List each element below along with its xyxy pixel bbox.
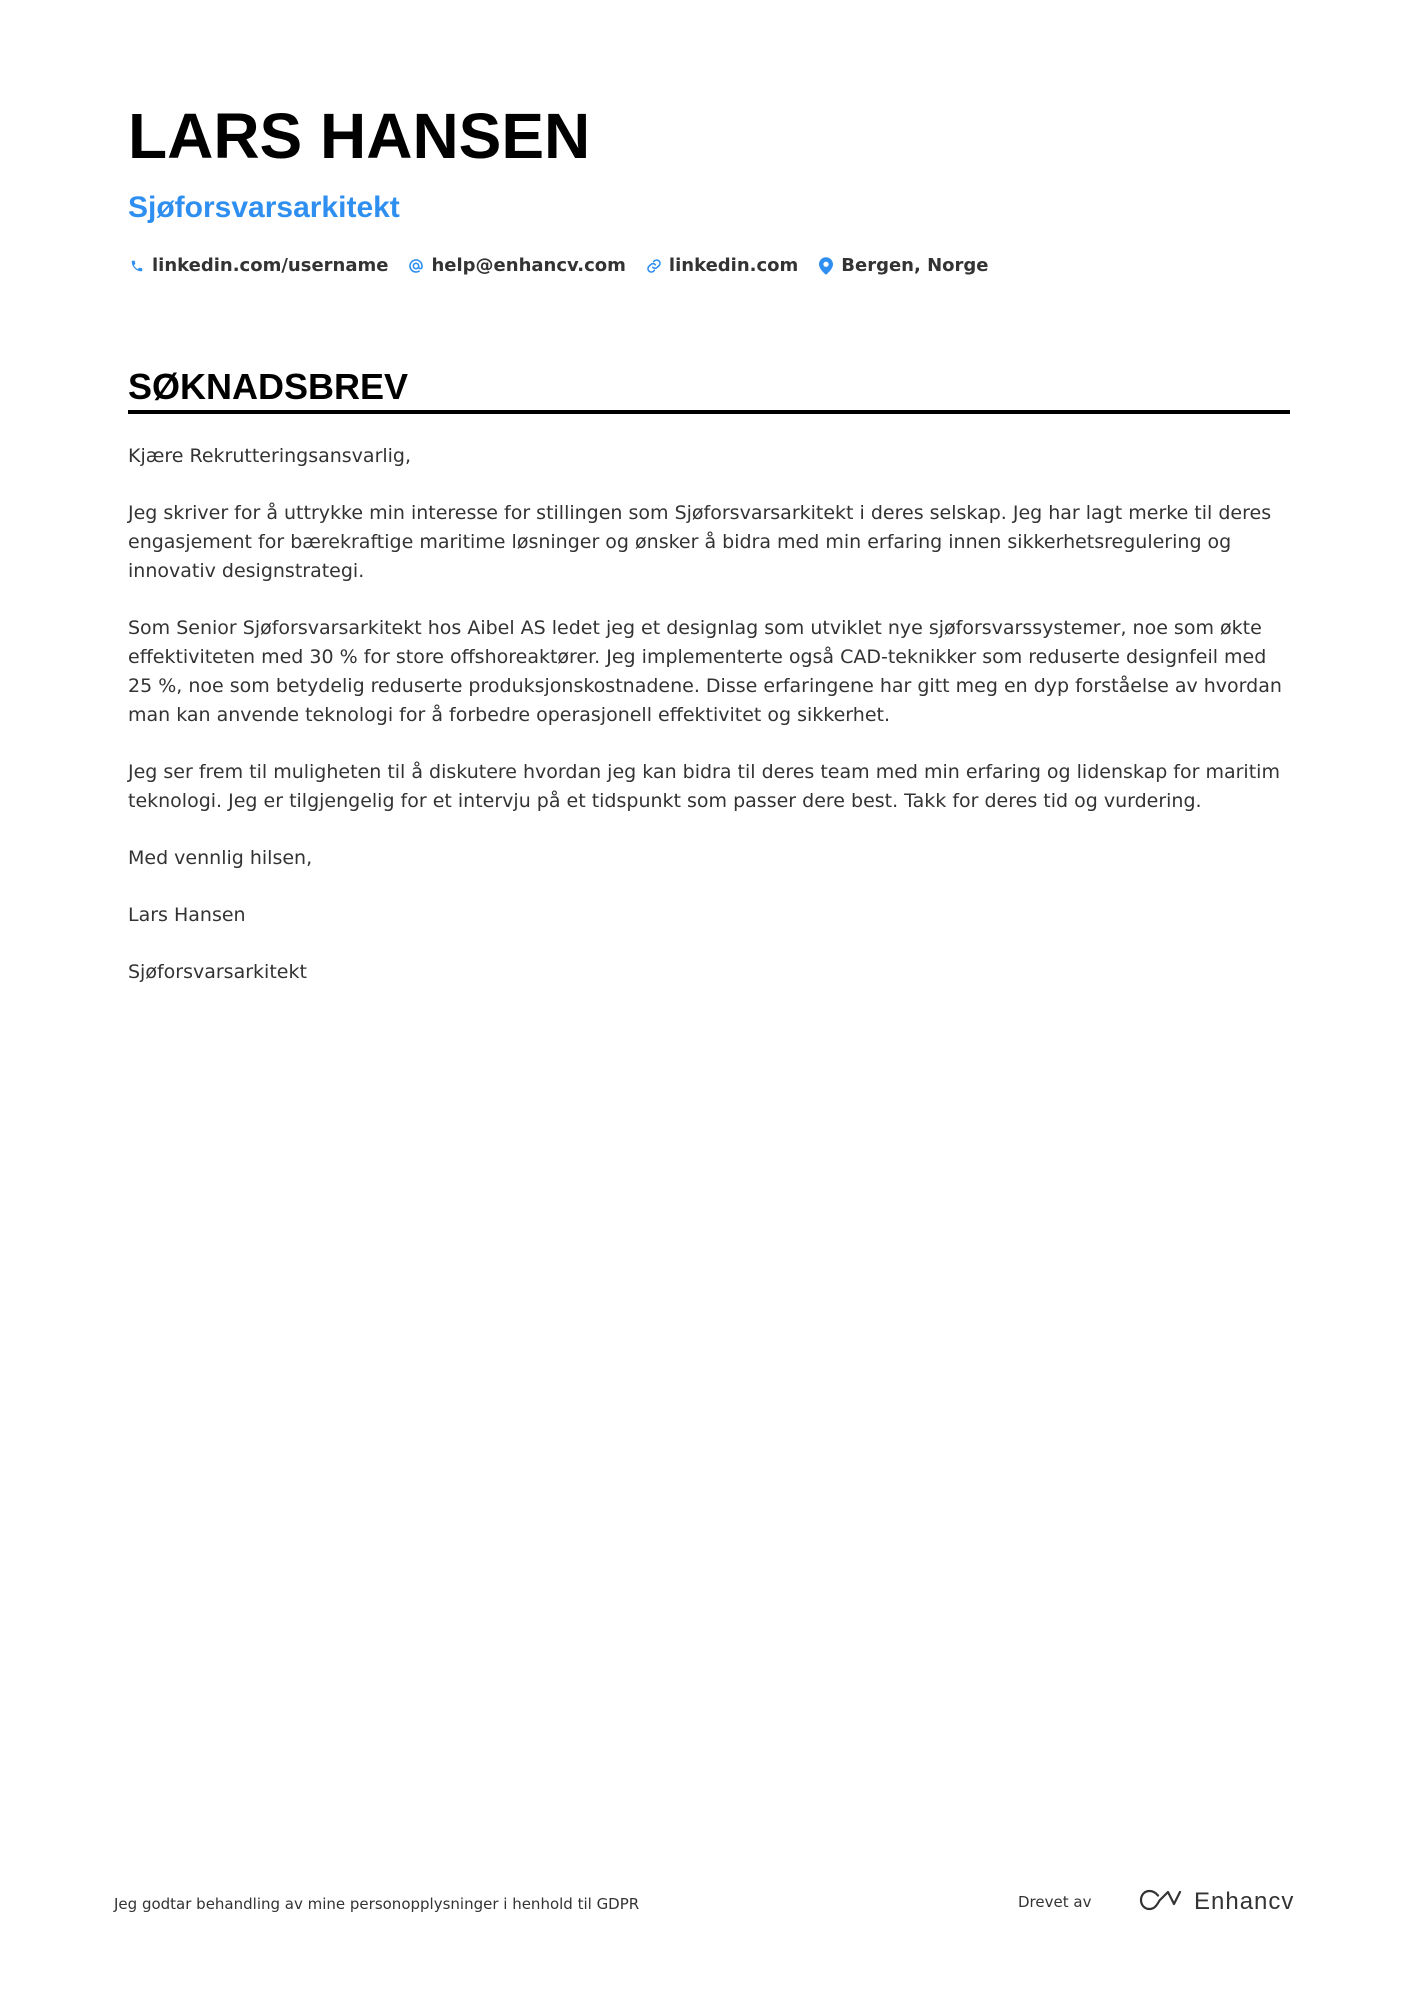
contact-link[interactable]	[645, 255, 798, 276]
enhancv-logo[interactable]	[1138, 1888, 1294, 1916]
enhancv-brand-name: Enhancv	[1194, 1888, 1295, 1915]
at-icon	[407, 256, 425, 276]
contact-phone-text: linkedin.com/username	[152, 255, 389, 276]
letter-paragraph: Jeg ser frem til muligheten til å diskutere hvordan jeg kan bidra til deres team med min erfaring og lidenskap for maritim teknologi. Jeg er tilgjengelig for et intervju på et tidspunkt som passer dere best. Takk for deres tid og vurdering.	[128, 761, 1280, 812]
contact-link-text: linkedin.com	[668, 255, 799, 276]
signature-name: Lars Hansen	[128, 904, 246, 926]
applicant-name: LARS HANSEN	[128, 100, 591, 172]
applicant-title: Sjøforsvarsarkitekt	[128, 191, 400, 224]
section-divider	[128, 410, 1290, 414]
phone-icon	[128, 256, 146, 276]
letter-closing: Med vennlig hilsen,	[128, 847, 313, 869]
contact-email-text: help@enhancv.com	[431, 255, 626, 276]
link-icon	[645, 256, 663, 276]
letter-greeting: Kjære Rekrutteringsansvarlig,	[128, 445, 412, 467]
letter-paragraph: Som Senior Sjøforsvarsarkitekt hos Aibel AS ledet jeg et designlag som utviklet nye sjøforsvarssystemer, noe som økte effektiviteten med 30 % for store offshoreaktører. Jeg implementerte også CAD-teknikker som reduserte designfeil med 25 %, noe som betydelig reduserte produksjonskostnadene. Disse erfaringene har gitt meg en dyp forståelse av hvordan man kan anvende teknologi for å forbedre operasjonell effektivitet og sikkerhet.	[128, 617, 1282, 726]
contact-row	[128, 255, 1008, 276]
signature-title: Sjøforsvarsarkitekt	[128, 961, 307, 983]
powered-by-label: Drevet av	[1018, 1893, 1092, 1911]
contact-email[interactable]	[407, 255, 625, 276]
enhancv-logo-icon	[1138, 1888, 1184, 1916]
gdpr-consent-text: Jeg godtar behandling av mine personopplysninger i henhold til GDPR	[114, 1895, 640, 1913]
contact-location-text: Bergen, Norge	[841, 255, 989, 276]
letter-body	[128, 442, 1290, 1015]
contact-location	[817, 255, 988, 276]
location-pin-icon	[817, 256, 835, 276]
letter-paragraph: Jeg skriver for å uttrykke min interesse for stillingen som Sjøforsvarsarkitekt i deres selskap. Jeg har lagt merke til deres engasjement for bærekraftige maritime løsninger og ønsker å bidra med min erfaring innen sikkerhetsregulering og innovativ designstrategi.	[128, 502, 1272, 582]
section-title: SØKNADSBREV	[128, 366, 409, 407]
contact-phone[interactable]	[128, 255, 388, 276]
